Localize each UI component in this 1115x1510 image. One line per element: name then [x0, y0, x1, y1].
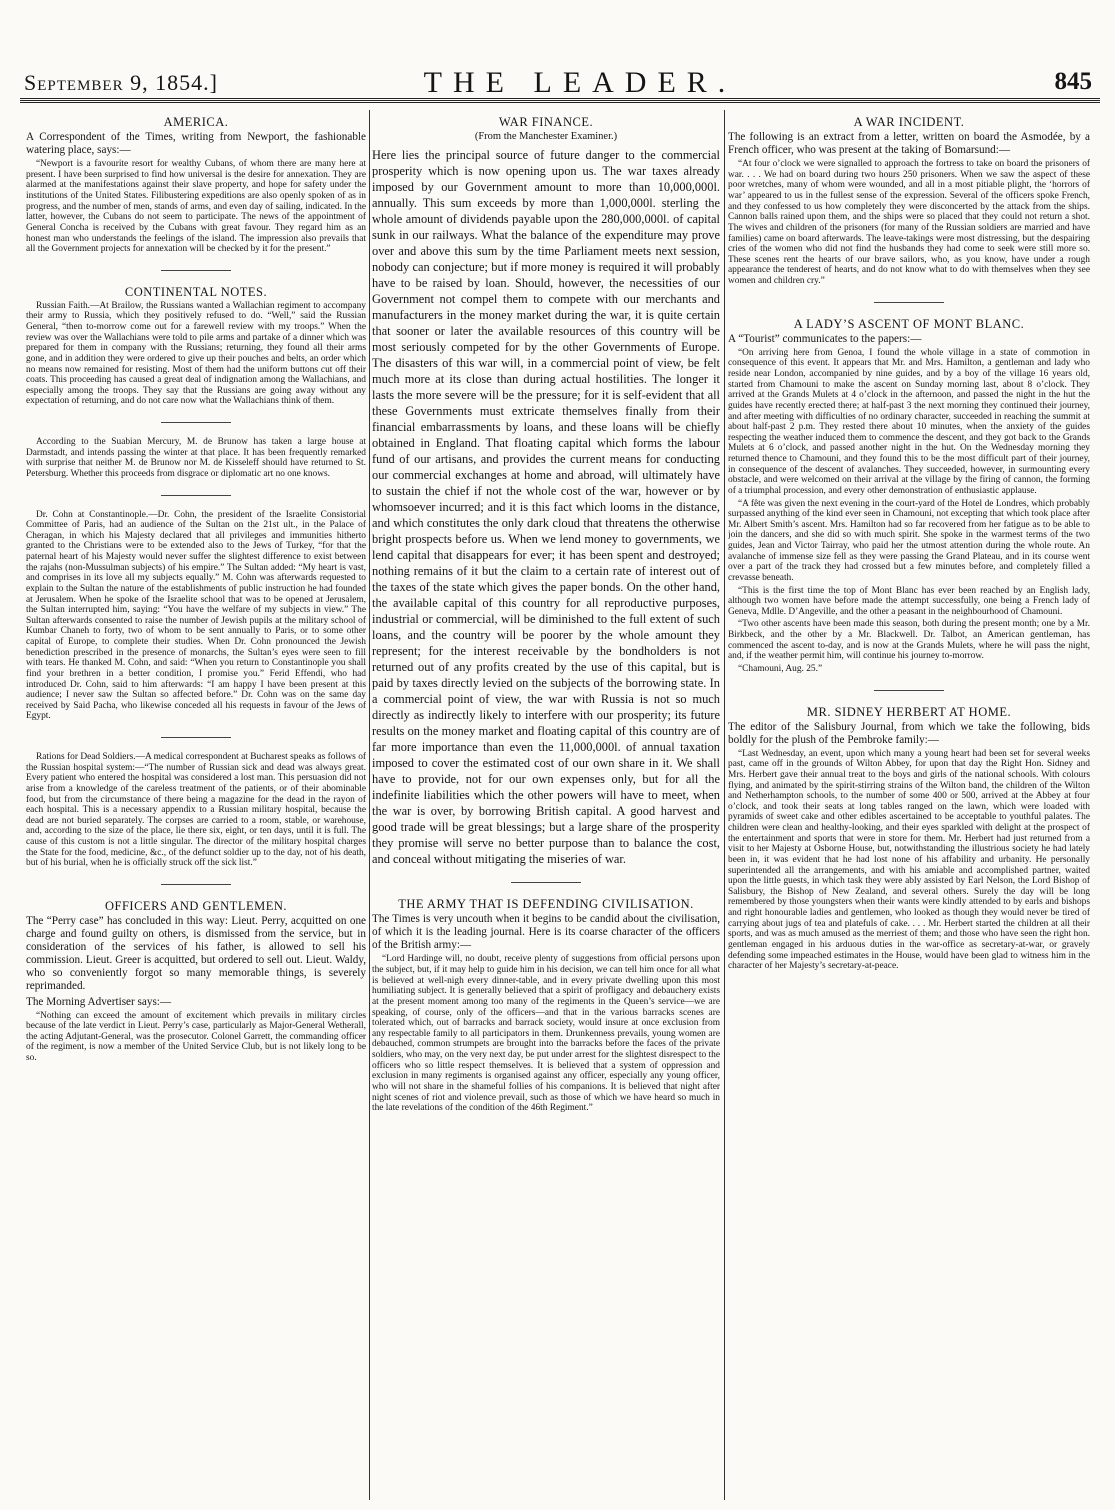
article-heading: AMERICA. — [163, 115, 229, 129]
section-divider — [161, 495, 231, 496]
article-quote: “Newport is a favourite resort for wealthy Cubans, of whom there are many here at present. I have been surprised to find how universal is the desire for annexation. They are alarmed at the manifestations against their slave property, and hope for safety under the institutions of the United States. Filibustering expeditions are also openly spoken of as in progress, and the number of men, stands of arms, and even day of sailing, indicated. In the latter, however, the Cubans do not seem to participate. The news of the appointment of General Concha is received by the Cubans with great favour. They regard him as an honest man who understands the feelings of the island. The impression also prevails that all the Government projects for annexation will be checked by it for the present.” — [26, 159, 366, 255]
column-rule — [369, 110, 370, 1500]
article-quote: “A fête was given the next evening in the court-yard of the Hotel de Londres, which probably surpassed anything of the kind ever seen in Chamouni, not excepting that which took place after Mr. Albert Smith’s ascent. Mrs. Hamilton had so far recovered from her fatigue as to be able to join the dancers, and she did so with much spirit. She spoke in the warmest terms of the two guides, Jean and Victor Tairray, who paid her the utmost attention during the whole route. An avalanche of immense size fell as they were passing the Grand Plateau, and in its course went over a part of the track they had crossed but a few minutes before, and completely filled a crevasse beneath. — [728, 498, 1090, 583]
article-quote: “At four o’clock we were signalled to approach the fortress to take on board the prisoners of war. . . . We had on board during two hours 250 prisoners. When we saw the aspect of these poor wretches, many of whom were wounded, and all in a most pitiable plight, the ‘horrors of war’ appeared to us in the fullest sense of the expression. Several of the officers spoke French, and they confessed to us how completely they were disconcerted by the attack from the ships. Cannon balls rained upon them, and the ships were so placed that they could not return a shot. The wives and children of the prisoners (for many of the Russian soldiers are married and have families) came on board afterwards. The leave-takings were most distressing, but the despairing cries of the women who did not find the husbands they had come to seek were still more so. These scenes rent the hearts of our brave sailors, who, as you know, have under a rough appearance the tenderest of hearts, and do not know what to do with themselves when they see women and children cry.” — [728, 159, 1090, 287]
article-heading: WAR FINANCE. — [498, 115, 594, 129]
page-number: 845 — [1054, 68, 1092, 95]
article-heading: MR. SIDNEY HERBERT AT HOME. — [806, 704, 1012, 719]
article-heading: A WAR INCIDENT. — [853, 115, 965, 129]
section-divider — [161, 737, 231, 738]
article-quote: “This is the first time the top of Mont Blanc has ever been reached by an English lady, although two women have before made the attempt successfully, one being a French lady of Geneva, Mdlle. D’Angeville, and the other a peasant in the neighbourhood of Chamouni. — [728, 585, 1090, 617]
article-intro: The Times is very uncouth when it begins to be candid about the civilisation, of which it is the leading journal. Here is its coarse character of the officers of the British army:— — [372, 913, 720, 952]
article-quote: “Last Wednesday, an event, upon which many a young heart had been set for several weeks past, came off in the grounds of Wilton Abbey, for upon that day the Right Hon. Sidney and Mrs. Herbert gave their annual treat to the boys and girls of the national schools. With colours flying, and animated by the spirit-stirring strains of the Wilton band, the children of the Wilton and Netherhampton schools, to the number of some 400 or 500, arrived at the Abbey at four o’clock, and took their seats at long tables ranged on the lawn, which were loaded with pyramids of sweet cake and other edibles ascertained to be acceptable to youthful palates. The children were clean and healthy-looking, and their eyes sparkled with delight at the prospect of the entertainment and sports that were in store for them. Mr. Herbert had just returned from a visit to her Majesty at Osborne House, but, notwithstanding the illustrious society he had lately been in, it was evident that he had lost none of his affability and urbanity. He personally superintended all the arrangements, and with his amiable and accomplished partner, waited upon the little guests, in which task they were ably assisted by Earl Nelson, the Lord Bishop of Salisbury, the Bishop of New Zealand, and several others. Surely the day will be long remembered by those youngsters when their wants were kindly attended to by earls and bishops and right honourable ladies and gentlemen, who looked as though they would never be tired of carrying about jugs of tea and platefuls of cake. . . . Mr. Herbert started the children at all their sports, and was as much amused as the merriest of them; and those who have seen the right hon. gentleman engaged in his arduous duties in the war-office as secretary-at-war, or gravely defending some impeached estimates in the House, would have been glad to witness him in the character of her Majesty’s secretary-at-peace. — [728, 748, 1090, 972]
article-intro: A Correspondent of the Times, writing from Newport, the fashionable watering place, says:— — [26, 131, 366, 157]
article-intro: The “Perry case” has concluded in this way: Lieut. Perry, acquitted on one charge and found guilty on others, is dismissed from the service, but in consideration of the services of his father, is allowed to sell his commission. Lieut. Greer is acquitted, but ordered to sell out. Lieut. Waldy, who so conveniently forgot so many memorable things, is severely reprimanded. — [26, 914, 366, 993]
article-signoff: “Chamouni, Aug. 25.” — [738, 663, 823, 674]
article-heading: OFFICERS AND GENTLEMEN. — [105, 898, 287, 913]
newspaper-title: THE LEADER. — [423, 66, 737, 99]
column-left — [26, 112, 366, 1504]
article-paragraph: Dr. Cohn at Constantinople.—Dr. Cohn, the president of the Israelite Consistorial Committee of Paris, had an audience of the Sultan on the 21st ult., in the Palace of Cheragan, in which his Majesty declared that all privileges and immunities hitherto granted to the Christians were to be extended also to the Jews of Turkey, “for that the paternal heart of his Majesty would never suffer the slightest difference to exist between the rajahs (non-Mussulman subjects) of his empire.” The Sultan added: “My heart is vast, and comprises in its love all my subjects equally.” M. Cohn was afterwards requested to explain to the Sultan the nature of the establishments of public instruction he had founded at Jerusalem. When he spoke of the Israelite school that was to be opened at Jerusalem, the Sultan interrupted him, saying: “You have the welfare of my subjects in view.” The Sultan afterwards consented to raise the number of Jewish pupils at the military school of Kumbar Chaneh to forty, two of whom to be sent annually to Paris, or to some other capital of Europe, to complete their studies. When Dr. Cohn pronounced the Jewish benediction prescribed in the presence of monarchs, the Sultan’s eyes were seen to fill with tears. He thanked M. Cohn, and said: “When you return to Constantinople you shall find your brethren in a better condition, I promise you.” Ferid Effendi, who had introduced Dr. Cohn, said to him afterwards: “I am happy I have been present at this audience; I never saw the Sultan so affected before.” Dr. Cohn was on the same day received by Said Pacha, who likewise conceded all his requests in favour of the Jews of Egypt. — [26, 509, 366, 722]
article-quote: “Lord Hardinge will, no doubt, receive plenty of suggestions from official persons upon the subject, but, if it may help to guide him in his decision, we can tell him once for all what is believed at well-nigh every dinner-table, and in every private dwelling upon this most humiliating subject. It is generally believed that a spirit of profligacy and debauchery exists at the present moment among too many of the regiments in the Queen’s service—we are speaking, of course, only of the officers—and that in the various barracks scenes are tolerated which, out of barracks and barrack society, would insure at once exclusion from any respectable family to all participators in them. Drunkenness prevails, young women are debauched, common strumpets are brought into the barracks before the faces of the private soldiers, who may, on the very next day, be put under arrest for the slightest disrespect to the officers who so little respect themselves. It is believed that a system of oppression and exclusion in many regiments is organised against any officer, especially any young officer, who will not share in the shameful follies of his companions. It is believed that night after night scenes of riot and violence prevail, such as those of which we have heard so much in the late revelations of the condition of the 46th Regiment.” — [372, 954, 720, 1114]
column-right — [728, 112, 1090, 1504]
article-heading: THE ARMY THAT IS DEFENDING CIVILISATION. — [398, 897, 694, 912]
article-intro: The editor of the Salisbury Journal, from which we take the following, bids boldly for the plush of the Pembroke family:— — [728, 720, 1090, 746]
article-source: The Morning Advertiser says:— — [26, 995, 172, 1008]
section-divider — [511, 882, 581, 883]
article-quote: “On arriving here from Genoa, I found the whole village in a state of commotion in consequence of this event. It appears that Mr. and Mrs. Hamilton, a gentleman and lady who reside near London, accompanied by nine guides, and by a boy of the village 16 years old, started from Chamouni to make the ascent on Sunday morning last, about 8 o’clock. They arrived at the Grands Mulets at 4 o’clock in the afternoon, and passed the night in the hut the guides have recently erected there; at half-past 3 the next morning they continued their journey, and after meeting with difficulties of no ordinary character, succeeded in reaching the summit at about half-past 2 p.m. They rested there about 10 minutes, when the anxiety of the guides respecting the weather induced them to commence the descent, and they got back to the Grands Mulets at 6 o’clock, and passed another night in the hut. On the Wednesday morning they returned thence to Chamouni, and they found this to be the most difficult part of their journey, in consequence of the descent of avalanches. They succeeded, however, in surmounting every obstacle, and were welcomed on their arrival at the village by the firing of cannon, the forming of a triumphal procession, and every other demonstration of enthusiastic applause. — [728, 347, 1090, 496]
article-paragraph: Rations for Dead Soldiers.—A medical correspondent at Bucharest speaks as follows of the Russian hospital system:—“The number of Russian sick and dead was always great. Every patient who entered the hospital was considered a lost man. This persuasion did not arise from a knowledge of the careless treatment of the patients, or of their abominable food, but from the circumstance of there being a magazine for the dead in the rayon of each hospital. This is a necessary appendix to a Russian military hospital, because the dead are not buried separately. The corpses are carried to a room, stable, or warehouse, and, according to the size of the place, lie there six, eight, or ten days, until it is full. The cause of this custom is not a little singular. The director of the military hospital charges the State for the food, medicine, &c., of the defunct soldier up to the day, not of his death, but of his burial, when he is officially struck off the sick list.” — [26, 752, 366, 869]
article-quote: “Two other ascents have been made this season, both during the present month; one by a Mr. Birkbeck, and the other by a Mr. Blackwell. Dr. Talbot, an American gentleman, has commenced the ascent to-day, and is now at the Grands Mulets, where he will pass the night, and, if the weather permit him, will continue his journey to-morrow. — [728, 619, 1090, 662]
section-divider — [874, 302, 944, 303]
section-divider — [161, 884, 231, 885]
article-paragraph: According to the Suabian Mercury, M. de Brunow has taken a large house at Darmstadt, and intends passing the winter at that place. It has been frequently remarked with surprise that neither M. de Brunow nor M. de Kisseleff should have returned to St. Petersburg. Whether this proceeds from disgrace or diplomatic art no one knows. — [26, 437, 366, 479]
column-rule — [724, 110, 725, 1500]
column-middle — [372, 112, 720, 1504]
section-divider — [874, 690, 944, 691]
article-heading: CONTINENTAL NOTES. — [124, 284, 268, 299]
article-intro: The following is an extract from a letter, written on board the Asmodée, by a French officer, who was present at the taking of Bomarsund:— — [728, 131, 1090, 157]
article-body: Here lies the principal source of future danger to the commercial prosperity which is now opening upon us. The war taxes already imposed by our Government amount to more than 10,000,000l. annually. This sum exceeds by more than 1,000,000l. sterling the whole amount of dividends payable upon the 280,000,000l. of capital sunk in our railways. What the balance of the expenditure may prove over and above this sum by the time Parliament meets next session, nobody can conjecture; but if more money is required it will probably have to be raised by loan. Should, however, the necessities of our Government not compel them to compete with our merchants and manufacturers in the money market during the war, it is quite certain that sooner or later the available resources of this country will be most seriously competed for by the other Governments of Europe. The disasters of this war will, in a commercial point of view, be felt much more at its close than during actual hostilities. The longer it lasts the more severe will be the pressure; for it is self-evident that all these Governments must extricate themselves finally from their financial embarrassments by loans, and these loans will be chiefly obtained in England. That floating capital which forms the labour fund of our artisans, and provides the current means for conducting our commercial exchanges at home and abroad, will ultimately have to sustain the chief if not the whole cost of the war, however or by whomsoever incurred; and it is this fact which looms in the distance, and which constitutes the only dark cloud that threatens the otherwise bright prospects before us. When we lend money to governments, we lend capital that disappears for ever; it has been spent and destroyed; nothing remains of it but the claim to a certain rate of interest out of the taxes of the state which gives the paper bonds. On the other hand, the available capital of this country for all reproductive purposes, industrial or commercial, will be diminished to the full extent of such loans, and the country will be poorer by the whole amount they represent; for the interest receivable by the bondholders is not returned out of any profits created by the use of this capital, but is paid by taxes directly levied on the subjects of the borrowing state. In a commercial point of view, the war with Russia is not so much directly as indirectly likely to interfere with our prosperity; its future results on the money market and floating capital of this country are of far more importance than even the 11,000,000l. of annual taxation imposed to cover the estimated cost of our own share in it. We shall have to provide, not for our own expenses only, but for all the indefinite liabilities which the other powers will have to meet, when the war is over, by borrowing British capital. A good harvest and good trade will be great blessings; but a large share of the prosperity they promise will serve no better purpose than to balance the cost, and conceal without mitigating the miseries of war. — [372, 148, 720, 867]
section-divider — [161, 270, 231, 271]
article-intro: A “Tourist” communicates to the papers:— — [728, 332, 922, 345]
masthead-rule — [20, 98, 1100, 103]
issue-date: September 9, 1854.] — [24, 70, 218, 95]
article-paragraph: Russian Faith.—At Brailow, the Russians wanted a Wallachian regiment to accompany their army to Russia, which they positively refused to do. “Well,” said the Russian General, “then to-morrow come out for a farewell review with my troops.” When the review was over the Wallachians were told to pile arms and partake of a dinner which was prepared for them in company with the Russians; returning, they found all their arms gone, and in addition they were ordered to give up their pouches and belts, an order which no means now remained for resisting. Most of them had the uniform buttons cut off their coats. This proceeding has caused a great deal of indignation among the Wallachians, and especially among the troops. They say that the Russians are going away without any expectation of returning, and do not care now what the Wallachians think of them. — [26, 300, 366, 407]
article-source: (From the Manchester Examiner.) — [474, 131, 618, 142]
article-heading: A LADY’S ASCENT OF MONT BLANC. — [793, 316, 1025, 331]
article-quote: “Nothing can exceed the amount of excitement which prevails in military circles because of the late verdict in Lieut. Perry’s case, particularly as Major-General Wetherall, the acting Adjutant-General, was the prosecutor. Colonel Garrett, the commanding officer of the regiment, is now a member of the United Service Club, but is not likely long to be so. — [26, 1010, 366, 1064]
section-divider — [161, 422, 231, 423]
masthead — [20, 50, 1100, 99]
